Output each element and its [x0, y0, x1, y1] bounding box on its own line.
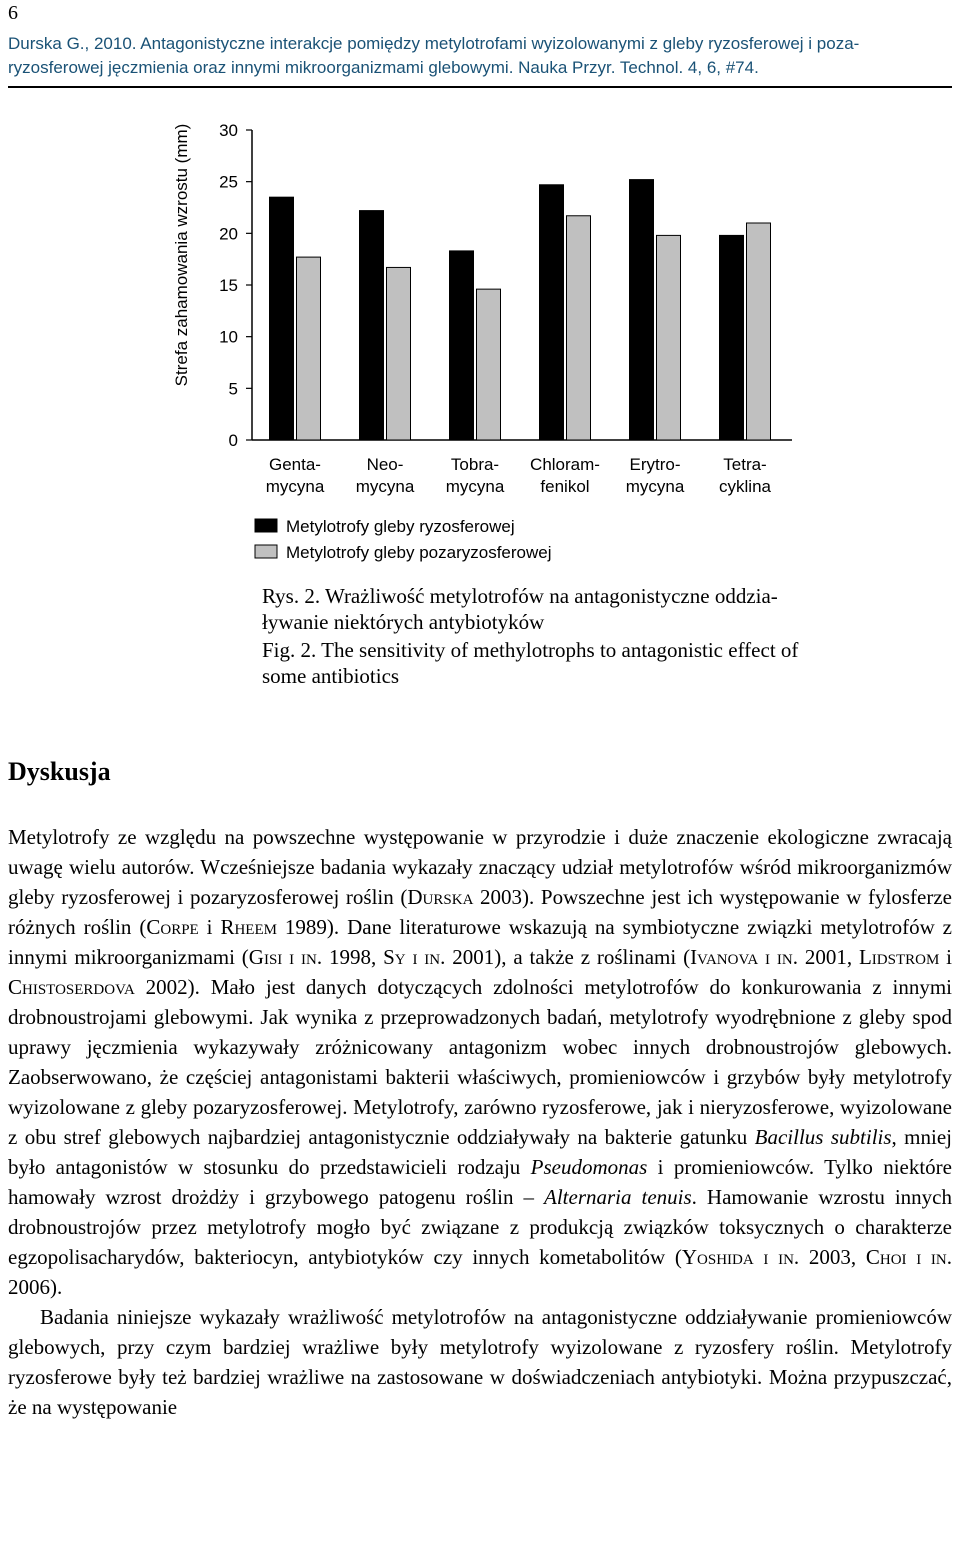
figure-caption-english [262, 637, 822, 689]
paragraph-1 [8, 822, 952, 1302]
citation-author: Durska [407, 885, 474, 909]
y-tick-label: 0 [228, 431, 238, 450]
y-tick-label: 10 [219, 327, 238, 347]
citation-author: Choi i in. [865, 1245, 953, 1269]
text-run: , mniej było antagonistów w stosunku do przedstawicieli rodzaju [8, 1125, 952, 1179]
section-heading: Dyskusja [8, 757, 111, 786]
text-run: 2003). Powszechne jest ich występowanie w fylosferze różnych roślin ( [8, 885, 952, 939]
citation-author: Rheem [220, 915, 277, 939]
x-category-label: fenikol [540, 477, 590, 496]
bar-series-2 [657, 235, 681, 440]
paragraph-2: Badania niniejsze wykazały wrażliwość metylotrofów na antagonistyczne oddziaływanie promieniowców glebowych, przy czym bardziej wrażliwe były metylotrofy wyizolowane z ryzosfery roślin. Metylotrofy ryzosferowe były też bardziej wrażliwe na zastosowane w doświadczeniach antybiotyki. Można przypuszczać, że na występowanie [8, 1305, 952, 1419]
text-run: 1989). Dane literaturowe wskazują na symbiotyczne związki metylotrofów z innymi mikroorganizmami ( [8, 915, 952, 969]
citation-line-1: Durska G., 2010. Antagonistyczne interakcje pomiędzy metylotrofami wyizolowanymi z gleby ryzosferowej i poza- [8, 34, 860, 53]
species-name: Pseudomonas [530, 1155, 648, 1179]
bar-series-2 [747, 223, 771, 440]
species-name: Alternaria tenuis [544, 1185, 692, 1209]
bar-series-2 [477, 289, 501, 440]
y-tick-label: 5 [228, 379, 238, 399]
text-run: . Hamowanie wzrostu innych drobnoustrojów przez metylotrofy mogło być związane z produkcją związków toksycznych o charakterze egzopolisacharydów, bakteriocyn, antybiotyków czy innych kometabolitów ( [8, 1185, 952, 1269]
citation-author: Sy i in. [383, 945, 446, 969]
bar-series-1 [270, 197, 294, 440]
x-category-label: mycyna [355, 477, 415, 496]
citation-author: Chistoserdova [8, 975, 135, 999]
caption-pl-line-1: Rys. 2. Wrażliwość metylotrofów na antagonistyczne oddzia- [262, 584, 778, 608]
x-category-label: Tetra- [723, 455, 767, 474]
x-category-label: mycyna [445, 477, 505, 496]
citation-author: Ivanova i in. [690, 945, 798, 969]
discussion-body [8, 822, 952, 1422]
y-tick-label: 30 [219, 121, 238, 140]
text-run: i [198, 915, 221, 939]
y-tick-label: 15 [219, 276, 238, 295]
legend-swatch-1 [255, 519, 277, 532]
x-category-label: Tobra- [450, 455, 500, 474]
antibiotic-sensitivity-bar-chart [160, 115, 820, 575]
x-category-label: mycyna [265, 477, 325, 496]
citation-author: Gisi i in. [248, 945, 323, 969]
x-category-label: Neo- [366, 455, 404, 474]
legend-swatch-2 [255, 545, 277, 558]
citation-author: Lidstrom [858, 945, 940, 969]
x-category-label: cyklina [719, 477, 771, 496]
header-divider [8, 86, 952, 88]
text-run: i promieniowców. Tylko niektóre hamowały wzrost drożdży i grzybowego patogenu roślin – [8, 1155, 952, 1209]
y-tick-label: 20 [219, 224, 238, 244]
text-run: 2001), a także z roślinami ( [445, 945, 691, 969]
x-category-label: Erytro- [629, 455, 681, 474]
legend-label-2: Metylotrofy gleby pozaryzosferowej [286, 543, 552, 562]
y-tick-label: 25 [219, 172, 238, 192]
bar-series-2 [567, 216, 591, 440]
bar-series-1 [630, 180, 654, 440]
text-run: 1998, [322, 945, 384, 969]
text-run: 2002). Mało jest danych dotyczących zdolności metylotrofów do konkurowania z innymi drobnoustrojami glebowymi. Jak wynika z przeprowadzonych badań, metylotrofy wyodrębnione z gleby spod uprawy jęczmienia wykazywały zróżnicowany antagonizm wobec innych drobnoustrojów glebowych. Zaobserwowano, że częściej antagonistami bakterii właściwych, promieniowców i grzybów były metylotrofy wyizolowane z gleby pozaryzosferowej. Metylotrofy, zarówno ryzosferowe, jak i nieryzosferowe, wyizolowane z obu stref glebowych najbardziej antagonistycznie oddziaływały na bakterie gatunku [8, 975, 952, 1149]
citation-author: Corpe [146, 915, 199, 939]
y-axis-label: Strefa zahamowania wzrostu (mm) [172, 123, 191, 387]
citation-author: Yoshida i in. [681, 1245, 800, 1269]
citation-line-2: ryzosferowej jęczmienia oraz innymi mikroorganizmami glebowymi. Nauka Przyr. Technol. 4, 6, #74. [8, 58, 759, 77]
x-category-label: mycyna [625, 477, 685, 496]
caption-pl-line-2: ływanie niektórych antybiotyków [262, 610, 545, 634]
bar-series-2 [297, 257, 321, 440]
bar-series-1 [450, 251, 474, 440]
x-category-label: Genta- [269, 455, 321, 474]
page-number: 6 [8, 2, 18, 24]
text-run: i [939, 945, 953, 969]
x-category-label: Chloram- [530, 455, 600, 474]
caption-en-line-1: Fig. 2. The sensitivity of methylotrophs to antagonistic effect of [262, 638, 799, 662]
species-name: Bacillus subtilis [754, 1125, 892, 1149]
text-run: Metylotrofy ze względu na powszechne występowanie w przyrodzie i duże znaczenie ekologiczne zwracają uwagę wielu autorów. Wcześniejsze badania wykazały znaczący udział metylotrofów wśród mikroorganizmów gleby ryzosferowej i pozaryzosferowej roślin ( [8, 825, 952, 909]
bar-series-1 [720, 235, 744, 440]
text-run: 2003, [799, 1245, 866, 1269]
bar-series-1 [540, 185, 564, 440]
text-run: 2006). [8, 1275, 63, 1299]
bar-series-1 [360, 211, 384, 440]
figure-caption-polish [262, 583, 822, 635]
caption-en-line-2: some antibiotics [262, 664, 400, 688]
text-run: 2001, [797, 945, 859, 969]
citation-header [8, 32, 948, 80]
legend-label-1: Metylotrofy gleby ryzosferowej [286, 517, 515, 536]
bar-series-2 [387, 267, 411, 440]
